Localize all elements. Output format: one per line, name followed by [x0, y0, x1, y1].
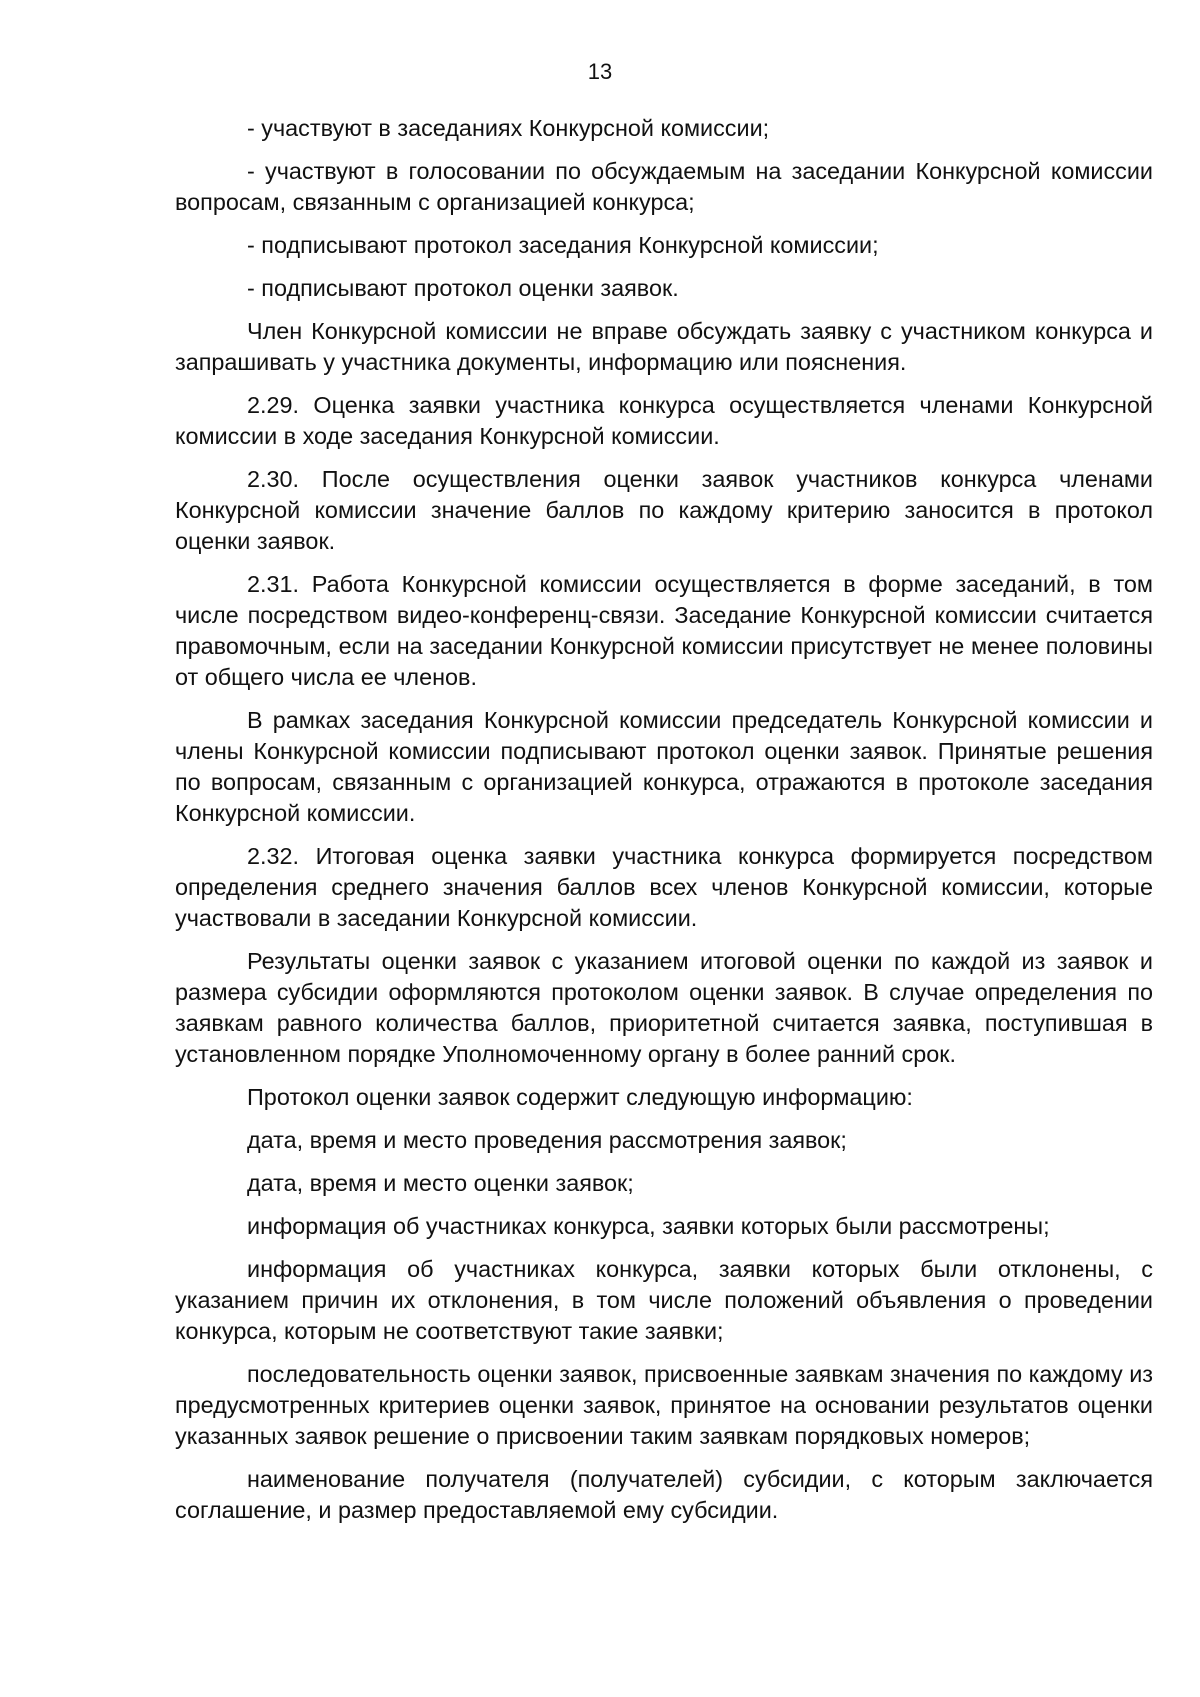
list-item: дата, время и место оценки заявок; — [247, 1170, 634, 1196]
document-body — [175, 113, 1153, 1538]
paragraph: Протокол оценки заявок содержит следующую информацию: — [247, 1084, 913, 1110]
clause-2-31: 2.31. Работа Конкурсной комиссии осуществляется в форме заседаний, в том числе посредством видео-конференц-связи. Заседание Конкурсной комиссии считается правомочным, если на заседании Конкурсной комиссии присутствует не менее половины от общего числа ее членов. — [175, 571, 1153, 690]
paragraph: Результаты оценки заявок с указанием итоговой оценки по каждой из заявок и размера субсидии оформляются протоколом оценки заявок. В случае определения по заявкам равного количества баллов, приоритетной считается заявка, поступившая в установленном порядке Уполномоченному органу в более ранний срок. — [175, 948, 1153, 1067]
list-item: информация об участниках конкурса, заявки которых были отклонены, с указанием причин их отклонения, в том числе положений объявления о проведении конкурса, которым не соответствуют такие заявки; — [175, 1256, 1153, 1344]
paragraph: - подписывают протокол заседания Конкурсной комиссии; — [247, 232, 879, 258]
paragraph: Член Конкурсной комиссии не вправе обсуждать заявку с участником конкурса и запрашивать у участника документы, информацию или пояснения. — [175, 318, 1153, 375]
clause-2-29: 2.29. Оценка заявки участника конкурса осуществляется членами Конкурсной комиссии в ходе заседания Конкурсной комиссии. — [175, 392, 1153, 449]
list-item: наименование получателя (получателей) субсидии, с которым заключается соглашение, и размер предоставляемой ему субсидии. — [175, 1466, 1153, 1523]
clause-2-32: 2.32. Итоговая оценка заявки участника конкурса формируется посредством определения среднего значения баллов всех членов Конкурсной комиссии, которые участвовали в заседании Конкурсной комиссии. — [175, 843, 1153, 931]
list-item: информация об участниках конкурса, заявки которых были рассмотрены; — [247, 1213, 1050, 1239]
paragraph: - участвуют в заседаниях Конкурсной комиссии; — [247, 115, 770, 141]
list-item: последовательность оценки заявок, присвоенные заявкам значения по каждому из предусмотренных критериев оценки заявок, принятое на основании результатов оценки указанных заявок решение о присвоении таким заявкам порядковых номеров; — [175, 1361, 1154, 1449]
clause-2-30: 2.30. После осуществления оценки заявок участников конкурса членами Конкурсной комиссии значение баллов по каждому критерию заносится в протокол оценки заявок. — [175, 466, 1153, 554]
paragraph: - подписывают протокол оценки заявок. — [247, 275, 679, 301]
page-number: 13 — [587, 59, 613, 84]
paragraph: В рамках заседания Конкурсной комиссии председатель Конкурсной комиссии и члены Конкурсной комиссии подписывают протокол оценки заявок. Принятые решения по вопросам, связанным с организацией конкурса, отражаются в протоколе заседания Конкурсной комиссии. — [175, 707, 1153, 826]
paragraph: - участвуют в голосовании по обсуждаемым на заседании Конкурсной комиссии вопросам, связанным с организацией конкурса; — [175, 158, 1153, 215]
list-item: дата, время и место проведения рассмотрения заявок; — [247, 1127, 847, 1153]
